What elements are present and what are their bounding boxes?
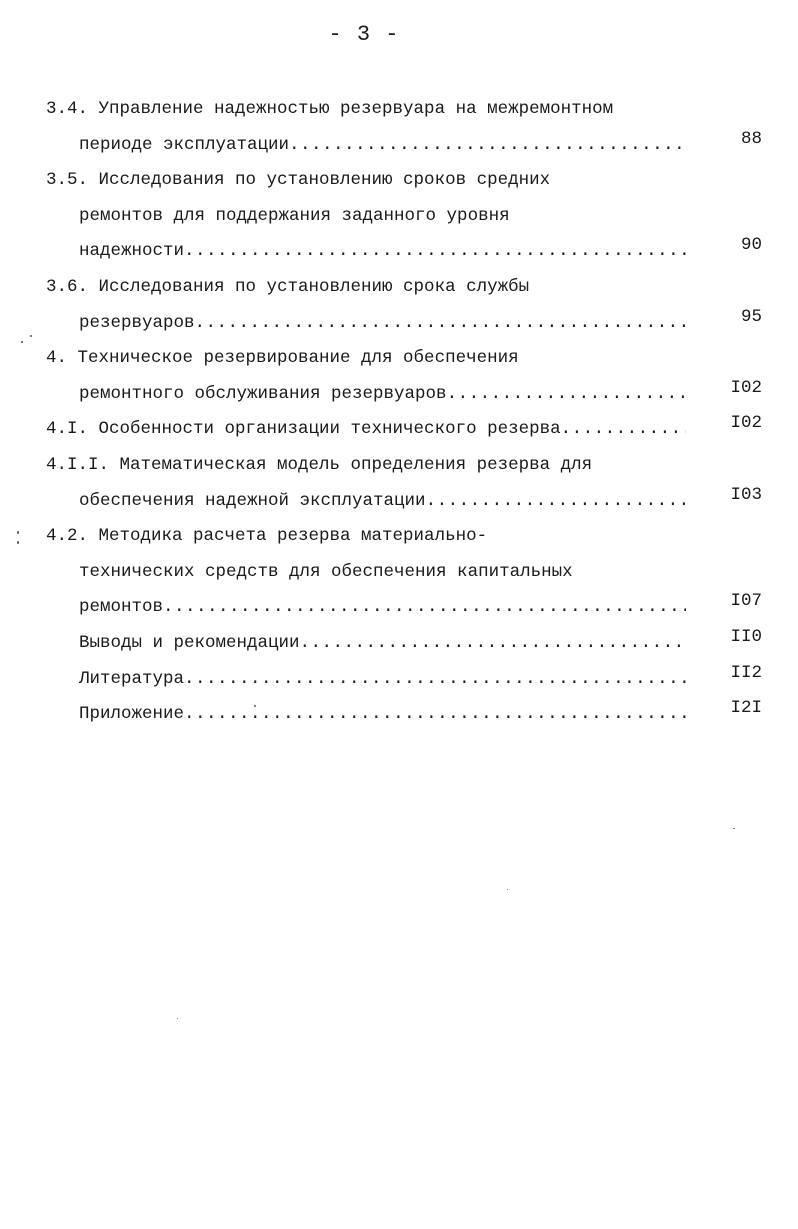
toc-line [46,92,762,128]
scan-speck [21,341,23,343]
dot-leader [289,128,686,164]
toc-page-number: II2 [730,662,762,683]
toc-line [46,555,762,591]
toc-line [46,412,762,448]
toc-entry-text: обеспечения надежной эксплуатации [79,490,426,511]
scan-speck [177,1018,178,1019]
toc-entry-text: Литература [79,668,185,689]
toc-line [46,377,762,413]
scan-speck [17,531,19,534]
toc-entry [46,270,762,341]
dot-leader [184,234,686,270]
toc-line [46,163,762,199]
toc-page-number: 95 [740,306,762,327]
dot-leader [163,590,686,626]
toc-page-number: 88 [740,128,762,149]
toc-line [46,448,762,484]
toc-page-number: I03 [730,484,762,505]
scan-speck [254,705,256,707]
toc-entry-text: 4.I.I. Математическая модель определения резерва для [46,454,593,475]
toc-line [46,234,762,270]
toc-entry [46,412,762,448]
scan-speck [507,889,508,890]
toc-page-number: I02 [730,413,762,434]
toc-page-number: I02 [730,377,762,398]
toc-entry [46,448,762,519]
toc-page-number: I07 [730,591,762,612]
table-of-contents [46,92,762,733]
dot-leader [426,484,686,520]
toc-line [46,697,762,733]
dot-leader [300,626,686,662]
toc-entry-text: ремонтов [79,597,164,618]
toc-entry-text: Выводы и рекомендации [79,632,300,653]
toc-line [46,306,762,342]
toc-entry-text: 3.4. Управление надежностью резервуара на межремонтном [46,99,614,119]
toc-entry-text: 4.2. Методика расчета резерва материально- [46,526,488,547]
toc-entry-text: периоде эксплуатации [79,134,290,155]
toc-line [46,484,762,520]
page-number: - 3 - [328,22,400,47]
toc-line [46,590,762,626]
toc-entry [46,341,762,412]
toc-page-number: I2I [730,698,762,719]
toc-entry-text: надежности [79,241,185,262]
toc-entry [46,163,762,270]
scan-speck [17,541,19,544]
toc-entry [46,662,762,698]
toc-entry [46,519,762,626]
toc-line [46,626,762,662]
toc-line [46,519,762,555]
dot-leader [447,377,686,413]
toc-entry-text: 3.6. Исследования по установлению срока службы [46,276,530,297]
toc-entry [46,626,762,662]
dot-leader [195,306,686,342]
toc-entry-text: ремонтов для поддержания заданного уровня [79,205,510,226]
toc-entry-text: резервуаров [79,312,195,333]
toc-entry [46,92,762,163]
toc-entry-text: 4. Техническое резервирование для обеспечения [46,348,519,369]
dot-leader [184,697,686,733]
dot-leader [184,662,686,698]
scan-speck [733,828,735,829]
toc-line [46,270,762,306]
toc-entry-text: технических средств для обеспечения капитальных [79,561,573,582]
toc-entry-text: 3.5. Исследования по установлению сроков средних [46,170,551,191]
toc-line [46,341,762,377]
toc-entry-text: Приложение [79,704,185,725]
toc-line [46,199,762,235]
toc-page-number: II0 [730,626,762,647]
toc-entry-text: 4.I. Особенности организации технического резерва [46,419,561,440]
scan-speck [30,335,32,337]
toc-page-number: 90 [740,235,762,256]
dot-leader [561,412,686,448]
toc-line [46,662,762,698]
toc-entry-text: ремонтного обслуживания резервуаров [79,383,447,404]
toc-line [46,128,762,164]
toc-entry [46,697,762,733]
